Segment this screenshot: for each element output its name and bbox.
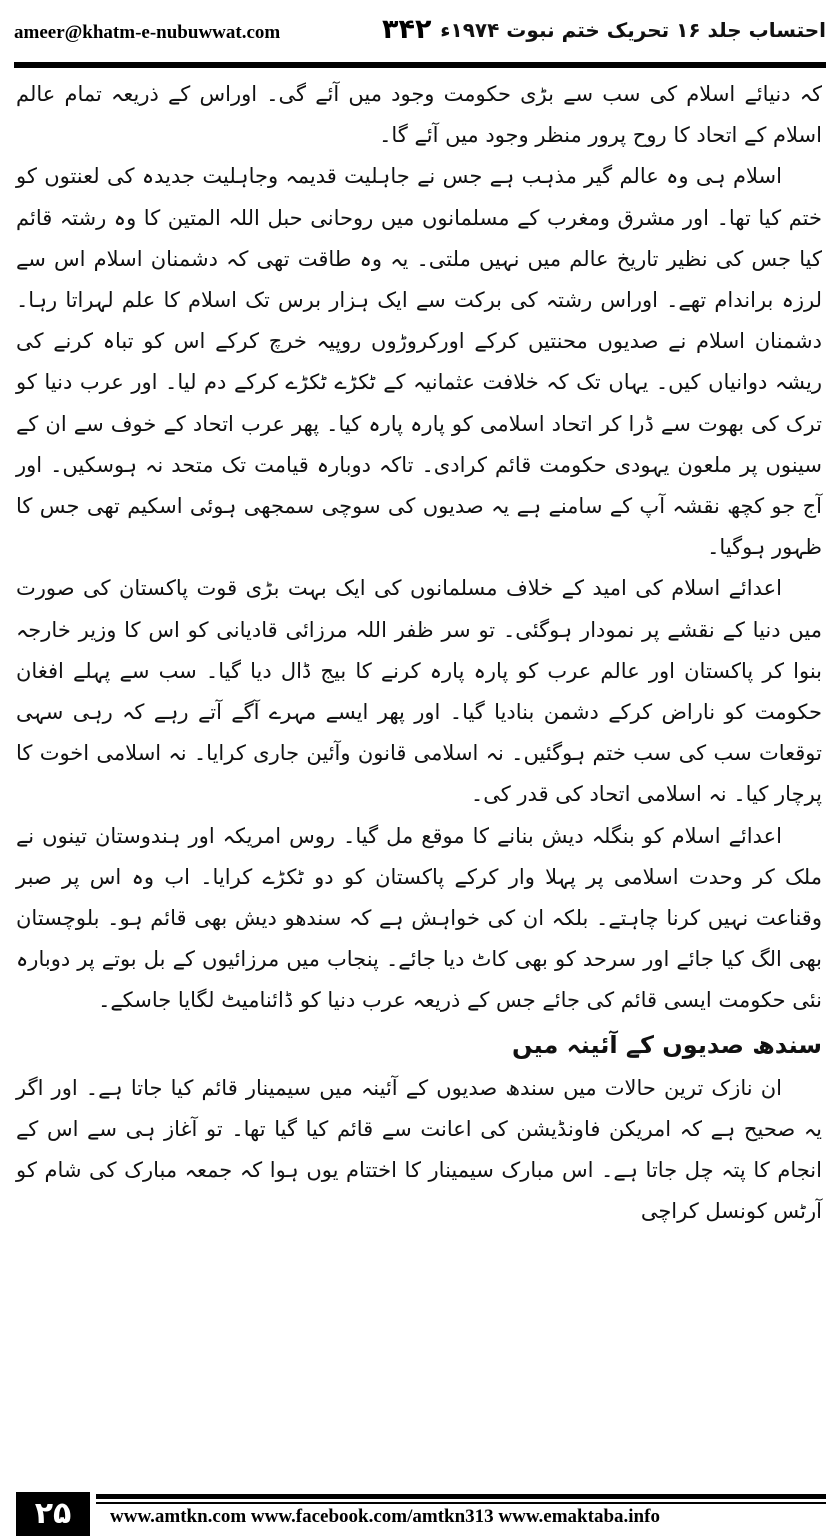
page-footer: [0, 1484, 840, 1540]
header-divider: [14, 62, 826, 68]
paragraph: اعدائے اسلام کی امید کے خلاف مسلمانوں کی ایک بہت بڑی قوت پاکستان کی صورت میں دنیا کے نقشے پر نمودار ہوگئی۔ تو سر ظفر اللہ مرزائی قادیانی کو اس کا وزیر خارجہ بنوا کر پاکستان اور عالم عرب کو پارہ پارہ کرنے کا بیج ڈال دیا گیا۔ سب سے پہلے افغان حکومت کو ناراض کرکے دشمن بنادیا گیا۔ اور پھر ایسے مہرے آگے آتے رہے کہ رہی سہی توقعات سب کی سب ختم ہوگئیں۔ نہ اسلامی قانون وآئین جاری کرایا۔ نہ اسلامی اخوت کا پرچار کیا۔ نہ اسلامی اتحاد کی قدر کی۔: [16, 576, 822, 807]
section-heading: سندھ صدیوں کے آئینہ میں: [512, 1030, 822, 1059]
footer-page-number: ۲۵: [16, 1492, 90, 1536]
paragraph: اعدائے اسلام کو بنگلہ دیش بنانے کا موقع مل گیا۔ روس امریکہ اور ہندوستان تینوں نے ملک کر وحدت اسلامی پر پہلا وار کرکے پاکستان کو دو ٹکڑے کرایا۔ اب وہ اس پر صبر وقناعت نہیں کرنا چاہتے۔ بلکہ ان کی خواہش ہے کہ سندھو دیش بھی قائم ہو۔ بلوچستان بھی الگ کیا جائے اور سرحد کو بھی کاٹ دیا جائے۔ پنجاب میں مرزائیوں کے بل بوتے پر دوبارہ نئی حکومت ایسی قائم کی جائے جس کے ذریعہ عرب دنیا کو ڈائنامیٹ لگایا جاسکے۔: [16, 823, 822, 1013]
page-body: [16, 74, 822, 1232]
footer-divider: [96, 1494, 826, 1499]
paragraph: کہ دنیائے اسلام کی سب سے بڑی حکومت وجود میں آئے گی۔ اوراس کے ذریعہ تمام عالم اسلام کے اتحاد کا روح پرور منظر وجود میں آئے گا۔: [16, 82, 822, 148]
paragraph: اسلام ہی وہ عالم گیر مذہب ہے جس نے جاہلیت قدیمہ وجاہلیت جدیدہ کی لعنتوں کو ختم کیا تھا۔ اور مشرق ومغرب کے مسلمانوں میں روحانی حبل اللہ المتین کا وہ رشتہ قائم کیا جس کی نظیر تاریخ عالم میں نہیں ملتی۔ یہ وہ طاقت تھی کہ دشمنان اسلام اس سے لرزہ براندام تھے۔ اوراس رشتہ کی برکت سے ایک ہزار برس تک اسلام کا علم لہراتا رہا۔ دشمنان اسلام نے صدیوں محنتیں کرکے اورکروڑوں روپیہ خرچ کرکے اس کو تباہ کرنے کی ریشہ دوانیاں کیں۔ یہاں تک کہ خلافت عثمانیہ کے ٹکڑے ٹکڑے کرکے دم لیا۔ اور عرب دنیا کو ترک کی بھوت سے ڈرا کر اتحاد اسلامی کو پارہ پارہ کیا۔ پھر عرب اتحاد کے خوف سے ان کے سینوں پر ملعون یہودی حکومت قائم کرادی۔ تاکہ دوبارہ قیامت تک متحد نہ ہوسکیں۔ اور آج جو کچھ نقشہ آپ کے سامنے ہے یہ صدیوں کی سوچی سمجھی ہوئی اسکیم تھی جس کا ظہور ہوگیا۔: [16, 164, 822, 560]
footer-links[interactable]: www.amtkn.com www.facebook.com/amtkn313 www.emaktaba.info: [110, 1506, 660, 1527]
header-book-title: احتساب جلد ۱۶ تحریک ختم نبوت ۱۹۷۴ء: [440, 18, 826, 42]
page-header: [0, 0, 840, 64]
header-page-number: ۳۴۲: [382, 14, 432, 45]
paragraph: ان نازک ترین حالات میں سندھ صدیوں کے آئینہ میں سیمینار قائم کیا جاتا ہے۔ اور اگر یہ صحیح ہے کہ امریکن فاونڈیشن کی اعانت سے قائم کیا گیا تھا۔ تو آغاز ہی سے اس کے انجام کا پتہ چل جاتا ہے۔ اس مبارک سیمینار کا اختتام یوں ہوا کہ جمعہ مبارک کی شام کو آرٹس کونسل کراچی: [16, 1075, 822, 1224]
footer-divider-thin: [96, 1502, 826, 1504]
header-email[interactable]: ameer@khatm-e-nubuwwat.com: [14, 22, 281, 43]
